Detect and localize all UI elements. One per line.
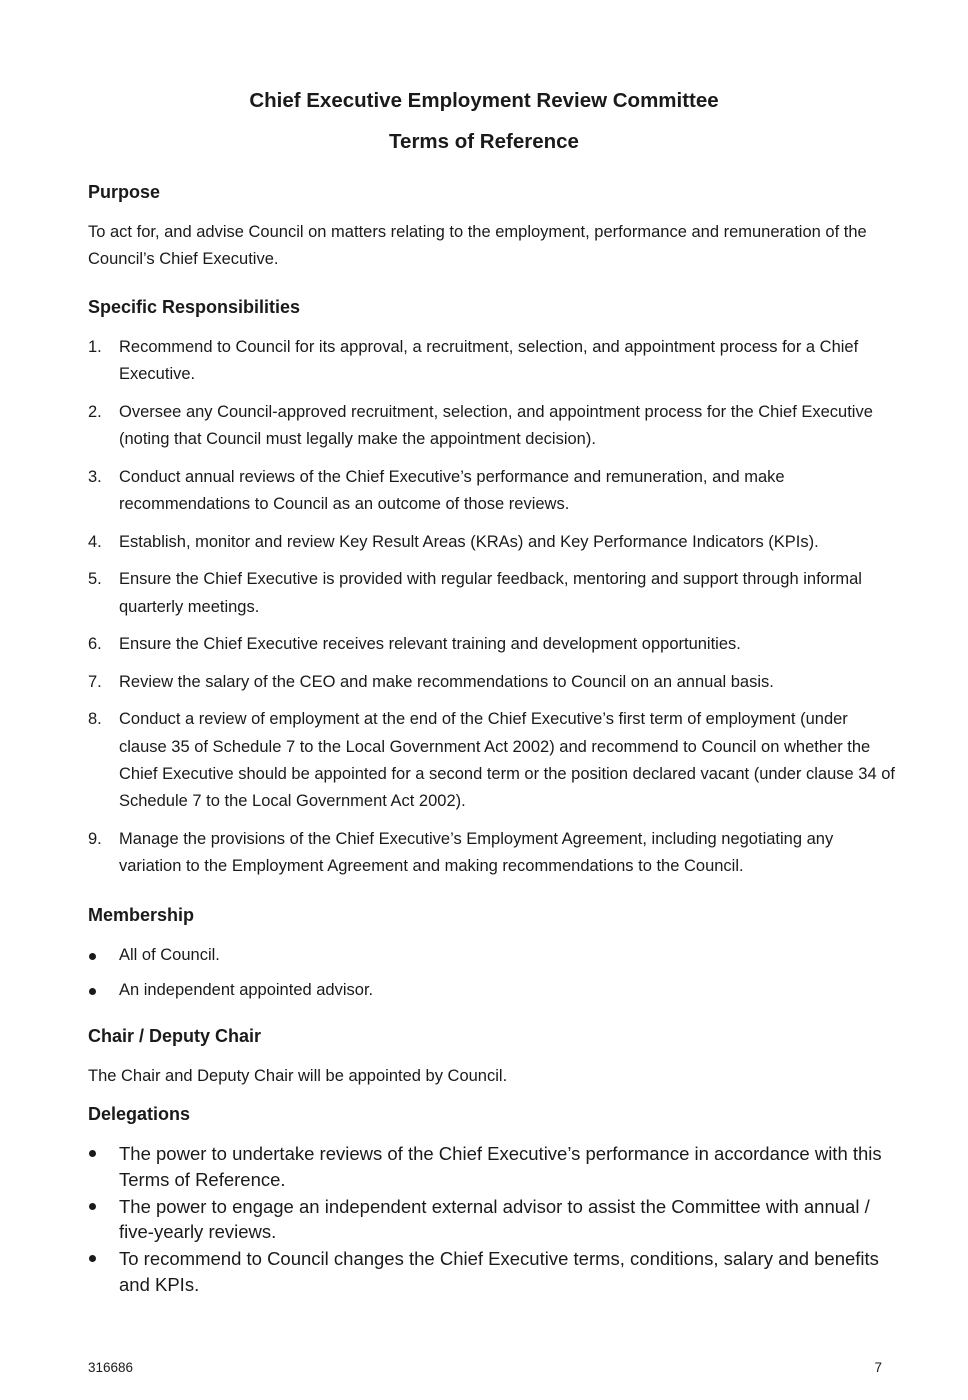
bullet-icon [89,988,96,995]
list-item [88,529,898,556]
item-text: Conduct a review of employment at the end of the Chief Executive’s first term of employment (under clause 35 of Schedule 7 to the Local Government Act 2002) and recommend to Council on whether the Chief Executive should be appointed for a second term or the position declared vacant (under clause 34 of Schedule 7 to the Local Government Act 2002). [119,710,895,811]
responsibilities-list [88,334,898,880]
responsibilities-heading: Specific Responsibilities [88,297,301,317]
item-text: To recommend to Council changes the Chief Executive terms, conditions, salary and benefits and KPIs. [119,1248,879,1295]
item-number: 6. [88,635,102,654]
list-item [88,706,898,815]
list-item [88,566,898,621]
list-item [88,464,898,519]
item-text: Oversee any Council-approved recruitment, selection, and appointment process for the Chief Executive (noting that Council must legally make the appointment decision). [119,402,873,449]
item-number: 3. [88,467,102,486]
bullet-icon [89,1203,96,1210]
item-text: Recommend to Council for its approval, a recruitment, selection, and appointment process for a Chief Executive. [119,338,859,384]
list-item [88,942,898,969]
item-text: Establish, monitor and review Key Result Areas (KRAs) and Key Performance Indicators (KPIs). [119,532,819,551]
delegations-list [88,1141,898,1297]
list-item [88,977,898,1004]
item-number: 4. [88,532,102,551]
page-number: 7 [874,1360,882,1375]
item-text: The power to undertake reviews of the Chief Executive’s performance in accordance with this Terms of Reference. [119,1143,882,1190]
delegations-heading: Delegations [88,1104,191,1124]
list-item [88,669,898,696]
list-item [88,399,898,454]
delegations-section [88,1102,898,1299]
chair-text: The Chair and Deputy Chair will be appointed by Council. [88,1067,508,1085]
bullet-icon [89,1150,96,1157]
membership-section [88,903,898,1004]
chair-heading: Chair / Deputy Chair [88,1026,262,1046]
list-item [88,334,898,389]
item-text: Conduct annual reviews of the Chief Executive’s performance and remuneration, and make recommendations to Council as an outcome of those reviews. [119,467,785,514]
list-item [88,826,898,881]
chair-section [88,1024,898,1090]
list-item [88,1141,898,1192]
list-item [88,631,898,658]
item-text: An independent appointed advisor. [119,981,374,999]
purpose-text: To act for, and advise Council on matters relating to the employment, performance and remuneration of the Council’s Chief Executive. [88,223,867,268]
document-number: 316686 [88,1360,134,1375]
list-item [88,1246,898,1297]
item-number: 5. [88,570,102,589]
item-number: 7. [88,672,102,691]
item-text: All of Council. [119,946,220,964]
bullet-icon [89,953,96,960]
purpose-section [88,180,898,273]
list-item [88,1194,898,1245]
item-number: 1. [88,338,102,356]
item-number: 2. [88,402,102,421]
item-text: Ensure the Chief Executive receives relevant training and development opportunities. [119,635,741,654]
item-text: Review the salary of the CEO and make recommendations to Council on an annual basis. [119,672,774,691]
bullet-icon [89,1255,96,1262]
document-subtitle: Terms of Reference [389,130,579,153]
document-title: Chief Executive Employment Review Committee [249,89,719,112]
membership-list [88,942,898,1004]
purpose-heading: Purpose [88,182,161,202]
responsibilities-section [88,295,898,891]
item-number: 9. [88,829,102,848]
membership-heading: Membership [88,905,195,925]
item-text: Ensure the Chief Executive is provided with regular feedback, mentoring and support through informal quarterly meetings. [119,570,862,616]
item-number: 8. [88,710,102,729]
item-text: The power to engage an independent external advisor to assist the Committee with annual / five-yearly reviews. [119,1195,870,1242]
item-text: Manage the provisions of the Chief Executive’s Employment Agreement, including negotiating any variation to the Employment Agreement and making recommendations to the Council. [119,829,834,876]
